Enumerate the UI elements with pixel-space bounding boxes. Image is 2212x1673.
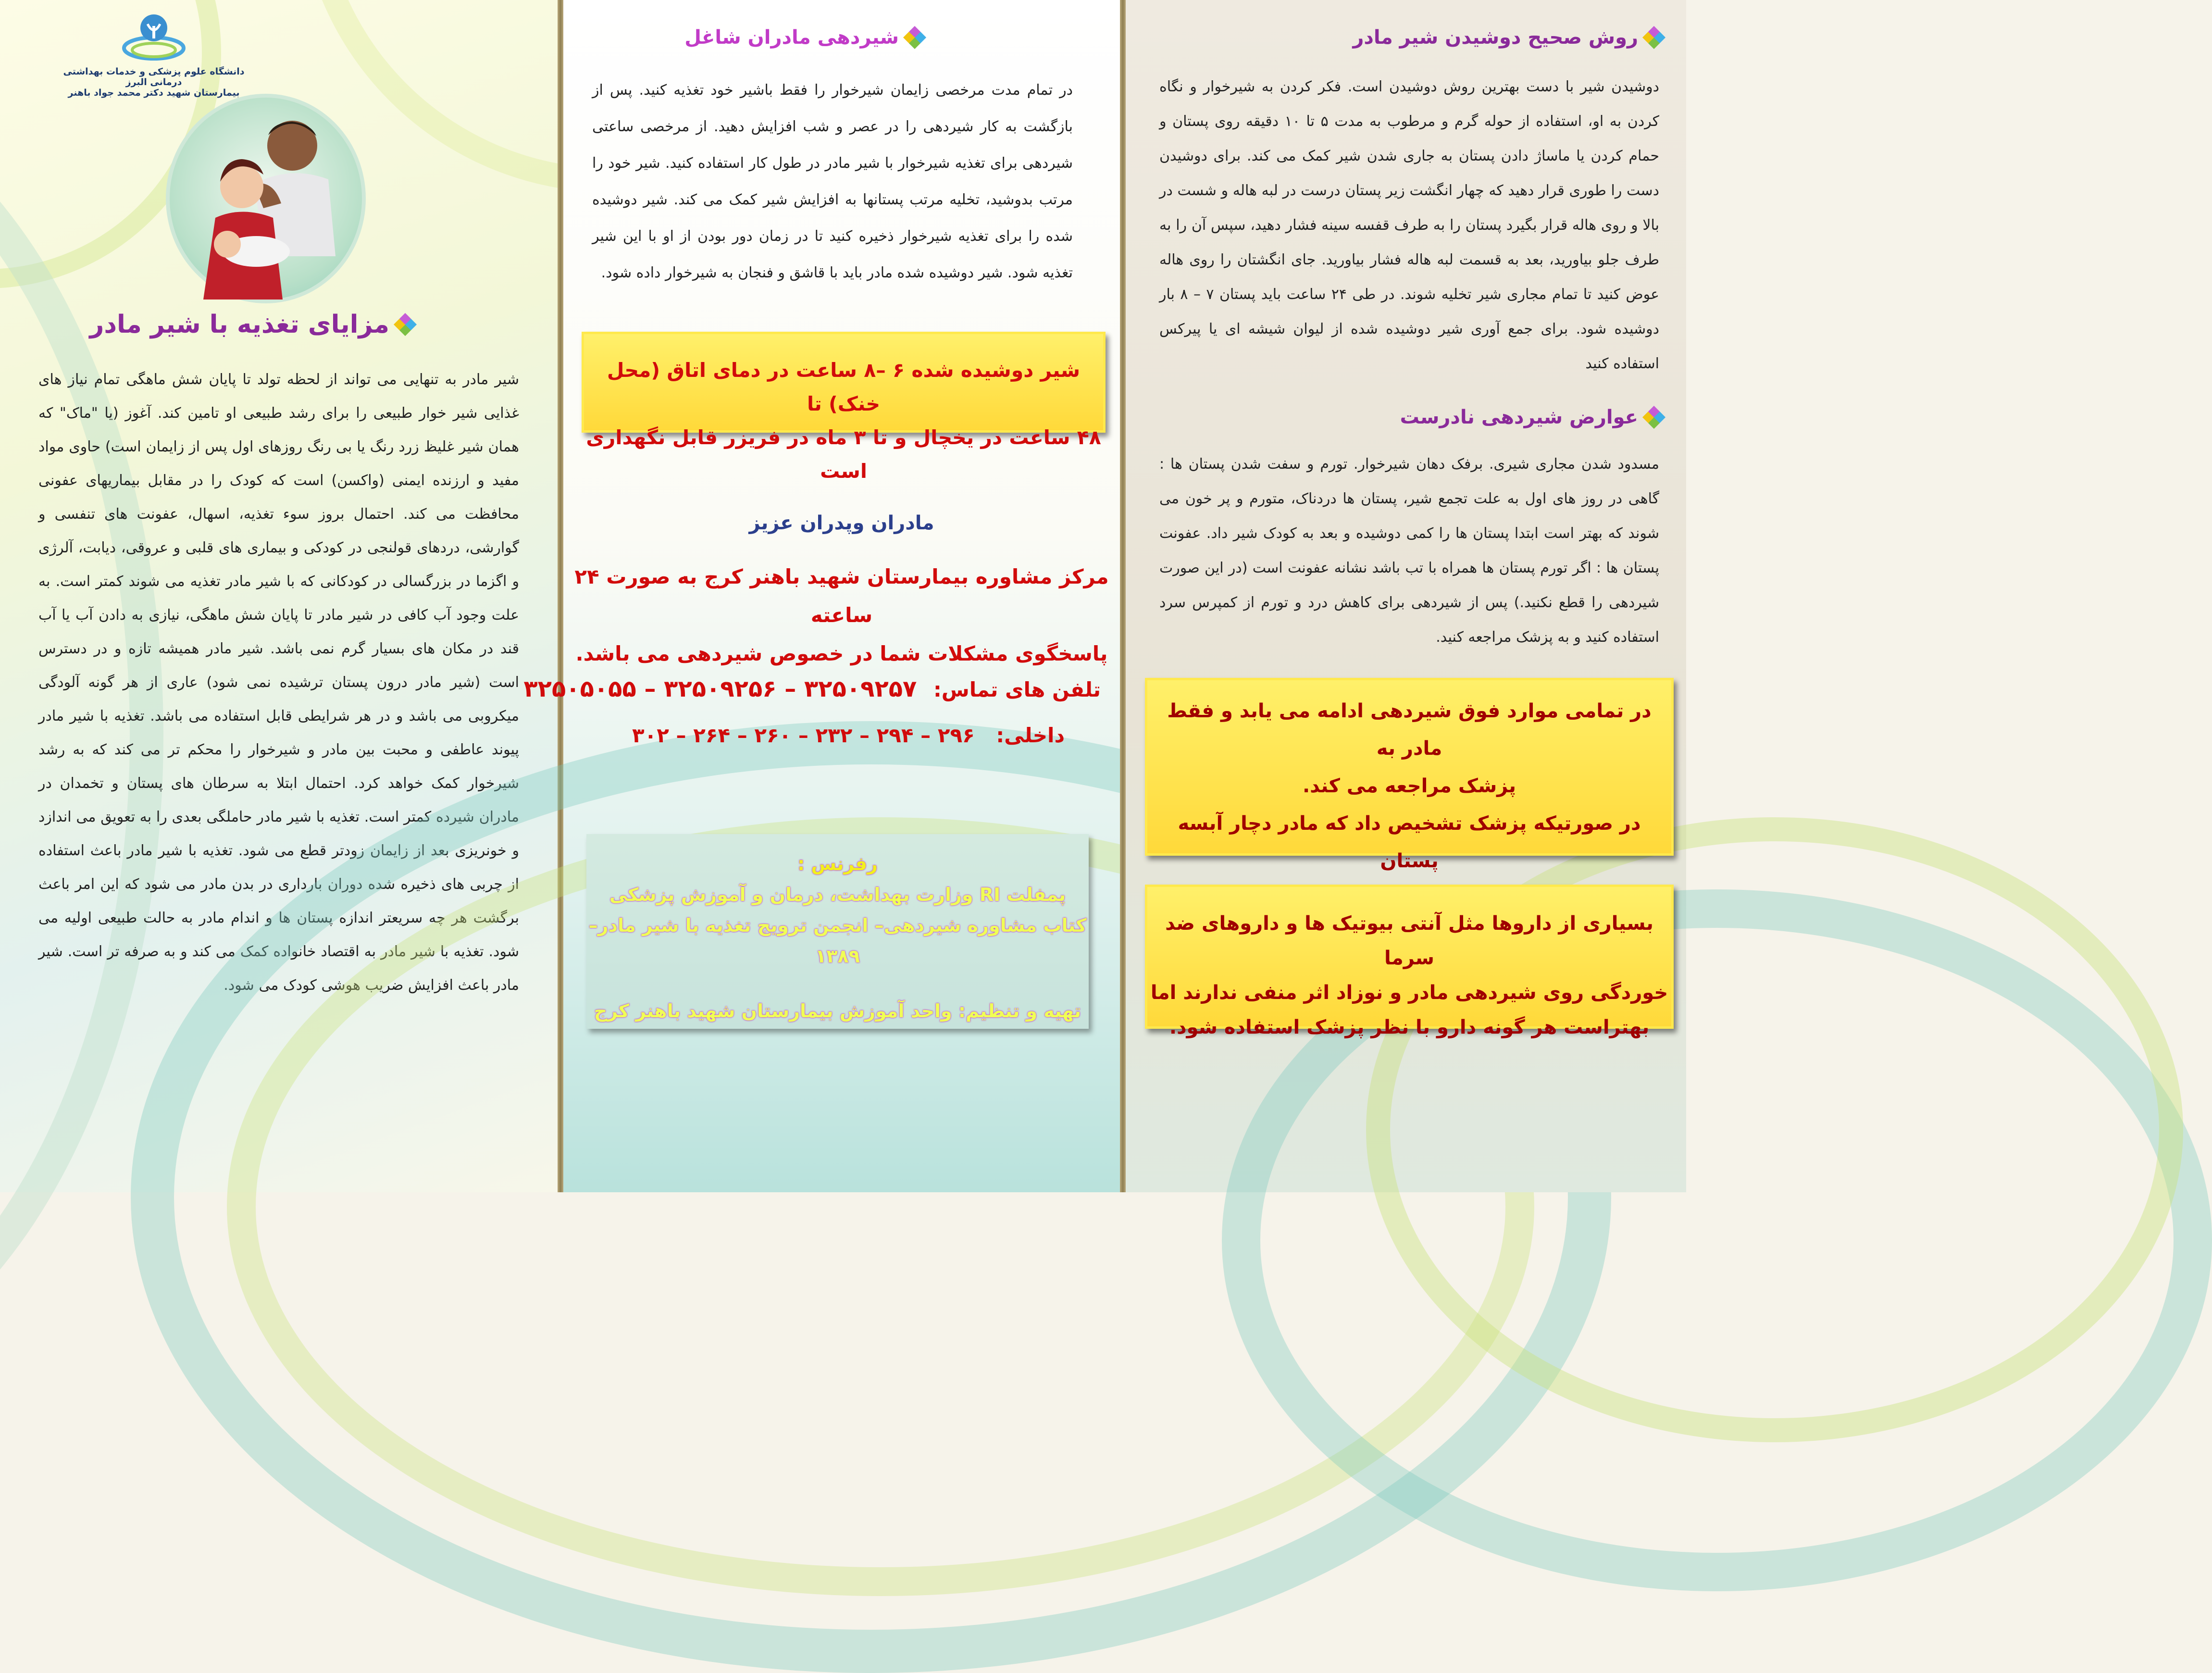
family-breastfeeding-illustration — [166, 94, 366, 303]
expressing-milk-paragraph: دوشیدن شیر با دست بهترین روش دوشیدن است. فکر کردن به شیرخوار و نگاه کردن به او، استفاده از حوله گرم و مرطوب به مدت ۵ تا ۱۰ دقیقه روی پستان و حمام کردن یا ماساژ دادن پستان به جاری شدن شیر کمک می کند. برای دوشیدن دست را طوری قرار دهید که چهار انگشت زیر پستان درست در لبه هاله و شست در بالا و روی هاله قرار بگیرد پستان را به طرف قفسه سینه فشار دهید، سپس آن را به طرف جلو بیاورید، بعد به قسمت لبه هاله فشار بیاورید. جای انگشتان را روی هاله عوض کنید تا تمام مجاری شیر تخلیه شوند. در طی ۲۴ ساعت باید پستان ۷ – ۸ بار دوشیده شود. برای جمع آوری شیر دوشیده شده از لیوان شیشه ای یا پیرکس استفاده کنید — [1159, 78, 1660, 372]
improper-breastfeeding-paragraph: مسدود شدن مجاری شیری. برفک دهان شیرخوار. تورم و سفت شدن پستان ها : گاهی در روز های اول به علت تجمع شیر، پستان ها دردناک، متورم و پر خون می شوند که بهتر است ابتدا پستان ها را کمی دوشیده و بعد به کودک شیر داد. عفونت پستان ها : اگر تورم پستان ها همراه با تب باشد نشانه عفونت است (در این صورت شیردهی را قطع نکنید.) پس از شیردهی برای کاهش درد و تورم از کمپرس سرد استفاده کنید و به پزشک مراجعه کنید. — [1159, 456, 1659, 646]
center-line-2: پاسخگوی مشکلات شما در خصوص شیردهی می باشد. — [575, 642, 1108, 665]
storage-line-2: ۴۸ ساعت در یخچال و تا ۳ ماه در فریزر قابل نگهداری است — [586, 426, 1101, 483]
logo-block — [62, 10, 245, 98]
diamond-bullet-icon — [1642, 406, 1665, 429]
extension-numbers[interactable]: ۲۹۶ – ۲۹۴ – ۲۳۲ – ۲۶۰ – ۲۶۴ – ۳۰۲ — [632, 724, 975, 747]
extension-row — [563, 724, 1120, 747]
center-line-1: مرکز مشاوره بیمارستان شهید باهنر کرج به صورت ۲۴ ساعته — [574, 565, 1109, 627]
counseling-center-text — [563, 558, 1120, 673]
university-emblem-icon — [118, 10, 190, 62]
middle-panel — [523, 0, 1120, 1192]
diamond-bullet-icon — [1642, 26, 1665, 49]
phone-row — [523, 675, 1120, 702]
left-panel — [0, 0, 558, 1192]
expressing-milk-heading — [1353, 26, 1662, 49]
diamond-bullet-icon — [903, 26, 926, 49]
referral-line-3: در صورتیکه پزشک تشخیص داد که مادر دچار آبسه پستان — [1178, 812, 1641, 872]
expressing-milk-heading-text: روش صحیح دوشیدن شیر مادر — [1353, 26, 1638, 49]
reference-book: کتاب مشاوره شیردهی– انجمن ترویج تغذیه با شیر مادر– ۱۳۸۹ — [588, 915, 1087, 967]
medication-line-2: خوردگی روی شیردهی مادر و نوزاد اثر منفی ندارند اما — [1150, 982, 1668, 1004]
working-mothers-heading — [684, 26, 923, 49]
prepared-by: تهیه و تنظیم: واحد آموزش بیمارستان شهید باهنر کرج — [594, 1000, 1081, 1022]
working-mothers-paragraph: در تمام مدت مرخصی زایمان شیرخوار را فقط باشیر خود تغذیه کنید. پس از بازگشت به کار شیردهی را در عصر و شب افزایش دهید. از مرخصی ساعتی شیردهی برای تغذیه شیرخوار با شیر مادر در طول کار استفاده کنید. شیر خود را مرتب بدوشید، تخلیه مرتب پستانها به افزایش شیر کمک می کند. شیر دوشیده شده را برای تغذیه شیرخوار ذخیره کنید تا در زمان دور بودن از او با این شیر تغذیه شود. شیر دوشیده شده مادر باید با قاشق و فنجان به شیرخوار داده شود. — [592, 82, 1073, 281]
storage-line-1: شیر دوشیده شده ۶ –۸ ساعت در دمای اتاق (محل خنک) تا — [607, 359, 1081, 415]
storage-info-box — [582, 332, 1106, 483]
working-mothers-heading-text: شیردهی مادران شاغل — [684, 26, 899, 49]
panel-divider — [1120, 0, 1126, 1192]
right-panel — [1126, 0, 1686, 1192]
benefits-paragraph: شیر مادر به تنهایی می تواند از لحظه تولد تا پایان شش ماهگی تمام نیاز های غذایی شیر خوار طبیعی را برای رشد طبیعی او تامین کند. آغوز (یا "ماک" که همان شیر غلیظ زرد رنگ یا بی رنگ روزهای اول پس از زایمان است) حاوی مواد مفید و ارزنده ایمنی (واکسن) است که کودک را در مقابل بیماریهای عفونی محافظت می کند. احتمال بروز سوء تغذیه، اسهال، عفونت های تنفسی و گوارشی، دردهای قولنجی در کودکی و بیماری های قلبی و عروقی، دیابت، آلرژی و اگزما در بزرگسالی در کودکانی که با شیر مادر تغذیه می شوند کمتر است. به علت وجود آب کافی در شیر مادر تا پایان شش ماهگی، نیازی به دادن آب یا آب قند در مکان های بسیار گرم نمی باشد. شیر مادر همیشه تازه و در دسترس است (شیر مادر درون پستان ترشیده نمی شود) عاری از هر گونه آلودگی میکروبی می باشد و در هر شرایطی قابل استفاده می باشد. تغذیه با شیر مادر پیوند عاطفی و محبت بین مادر و شیرخوار را محکم تر می کند که به رشد شیرخوار کمک خواهد کرد. احتمال ابتلا به سرطان های پستان و تخمدان در مادران شیرده کمتر است. تغذیه با شیر مادر حاملگی بعدی را به تعویق می اندازد و خونریزی بعد از زایمان زودتر قطع می شود. تغذیه با شیر مادر باعث استفاده از چربی های ذخیره شده دوران بارداری در بدن مادر می شود که این امر باعث برگشت هر چه سریعتر اندازه پستان ها و اندام مادر به حالت طبیعی اولیه می شود. تغذیه با شیر مادر به اقتصاد خانواده کمک می کند و به صرفه تر است. شیر مادر باعث افزایش ضریب هوشی کودک می شود. — [38, 371, 519, 994]
logo-hospital-name: بیمارستان شهید دکتر محمد جواد باهنر — [68, 87, 240, 98]
reference-brochure: پمفلت RI وزارت بهداشت، درمان و آموزش پزشکی — [609, 884, 1066, 905]
greeting: مادران وپدران عزیز — [749, 512, 934, 534]
phone-label: تلفن های تماس: — [933, 678, 1101, 701]
improper-breastfeeding-heading — [1400, 406, 1662, 428]
referral-line-2: پزشک مراجعه می کند. — [1302, 775, 1516, 797]
references-box — [586, 834, 1089, 1029]
logo-university-name: دانشگاه علوم پزشکی و خدمات بهداشتی درمانی البرز — [63, 66, 245, 87]
improper-breastfeeding-heading-text: عوارض شیردهی نادرست — [1400, 406, 1638, 428]
benefits-heading — [89, 310, 413, 339]
medication-line-3: بهتراست هر گونه دارو با نظر پزشک استفاده شود. — [1169, 1016, 1650, 1038]
medication-box — [1145, 885, 1674, 1038]
references-title: رفرنس : — [797, 853, 878, 874]
referral-line-1: در تمامی موارد فوق شیردهی ادامه می یابد و فقط مادر به — [1167, 700, 1652, 760]
benefits-heading-text: مزایای تغذیه با شیر مادر — [89, 310, 389, 339]
diamond-bullet-icon — [394, 313, 417, 336]
phone-numbers[interactable]: ۳۲۵۰۹۲۵۷ – ۳۲۵۰۹۲۵۶ – ۳۲۵۰۵۰۵۵ — [523, 675, 917, 702]
medication-line-1: بسیاری از داروها مثل آنتی بیوتیک ها و داروهای ضد سرما — [1165, 912, 1653, 969]
panel-divider — [558, 0, 563, 1192]
extension-label: داخلی: — [996, 724, 1065, 747]
doctor-referral-box — [1145, 678, 1674, 872]
